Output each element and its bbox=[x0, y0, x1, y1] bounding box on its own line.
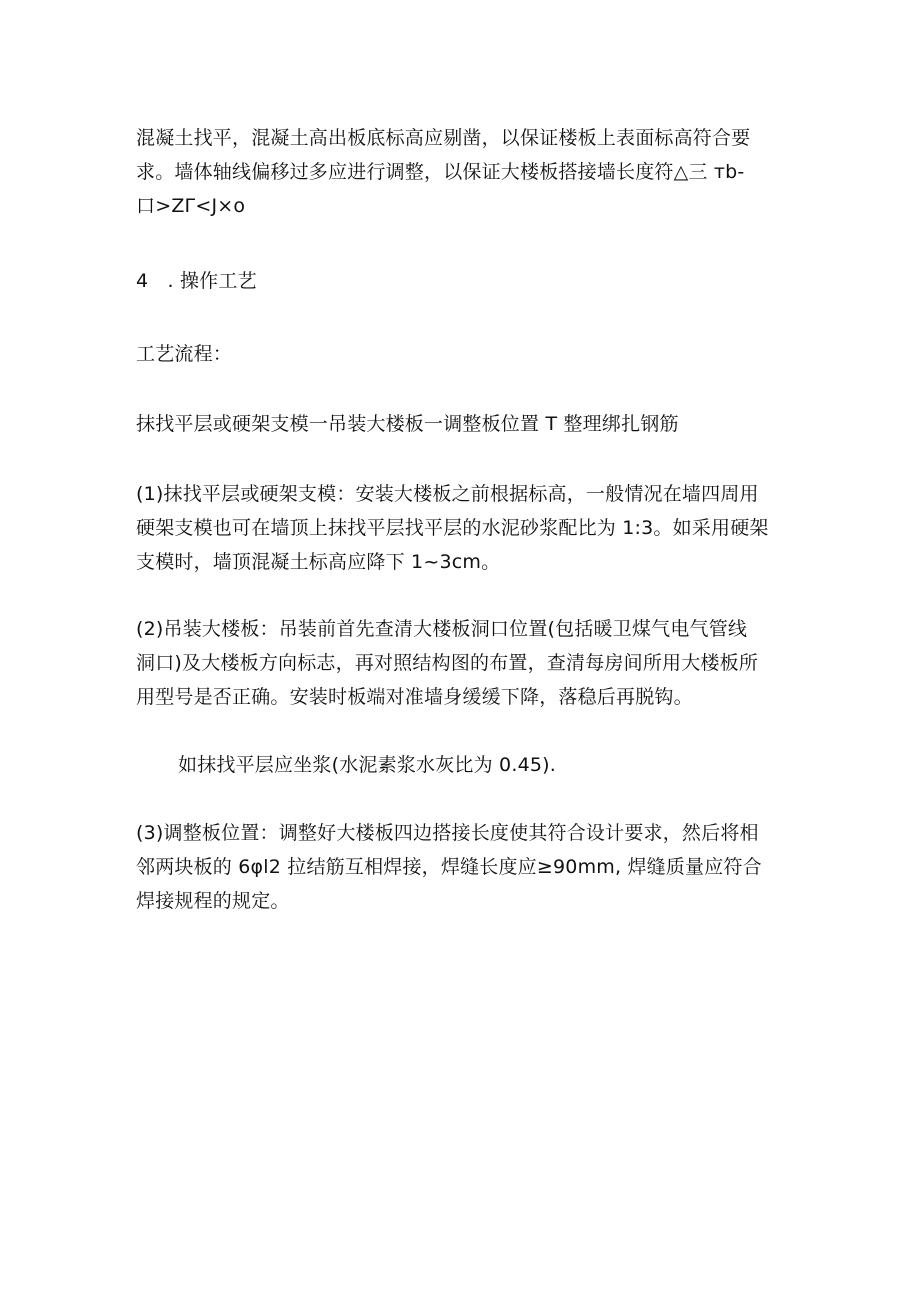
section-heading: 4 . 操作工艺 bbox=[136, 270, 257, 292]
step-2-line-1: (2)吊装大楼板：吊装前首先查清大楼板洞口位置(包括暖卫煤气电气管线 bbox=[136, 618, 748, 640]
step-2-line-2: 洞口)及大楼板方向标志，再对照结构图的布置，查清每房间所用大楼板所 bbox=[136, 652, 759, 674]
note-line: 如抹找平层应坐浆(水泥素浆水灰比为 0.45). bbox=[178, 754, 557, 776]
step-1-line-3: 支模时，墙顶混凝土标高应降下 1~3cm。 bbox=[136, 551, 501, 573]
step-1-line-2: 硬架支模也可在墙顶上抹找平层找平层的水泥砂浆配比为 1:3。如采用硬架 bbox=[136, 517, 769, 539]
step-3-line-3: 焊接规程的规定。 bbox=[136, 890, 290, 912]
step-3-line-2: 邻两块板的 6φl2 拉结筋互相焊接，焊缝长度应≥90mm, 焊缝质量应符合 bbox=[136, 856, 762, 878]
step-2-line-3: 用型号是否正确。安装时板端对准墙身缓缓下降，落稳后再脱钩。 bbox=[136, 686, 693, 708]
step-1-line-1: (1)抹找平层或硬架支模：安装大楼板之前根据标高，一般情况在墙四周用 bbox=[136, 483, 759, 505]
paragraph-1-line-1: 混凝土找平，混凝土高出板底标高应剔凿，以保证楼板上表面标高符合要 bbox=[136, 127, 751, 149]
process-flow: 抹找平层或硬架支模一吊装大楼板一调整板位置 T 整理绑扎钢筋 bbox=[136, 413, 679, 435]
paragraph-1-line-3: 口>ZΓ<J×o bbox=[136, 195, 246, 217]
step-3-line-1: (3)调整板位置：调整好大楼板四边搭接长度使其符合设计要求，然后将相 bbox=[136, 822, 759, 844]
paragraph-1-line-2: 求。墙体轴线偏移过多应进行调整，以保证大楼板搭接墙长度符△三 тb- bbox=[136, 161, 745, 183]
process-label: 工艺流程： bbox=[136, 343, 233, 365]
